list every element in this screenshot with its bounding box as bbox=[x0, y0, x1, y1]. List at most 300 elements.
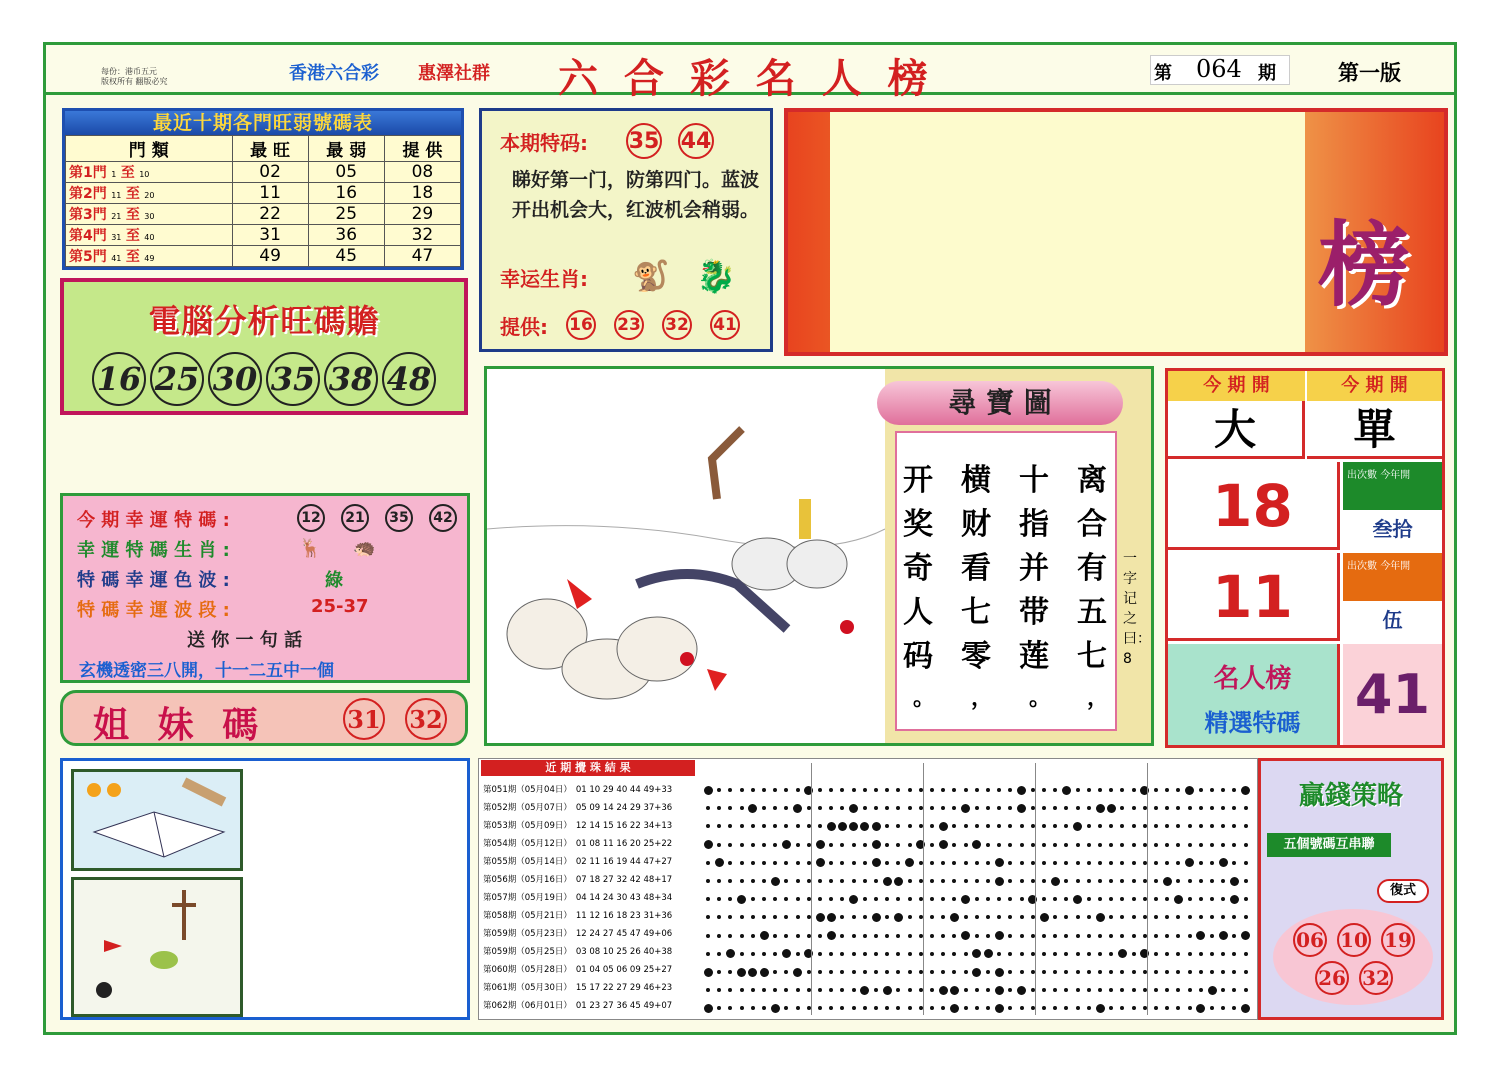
grid-dot bbox=[896, 806, 900, 810]
grid-dot bbox=[1165, 934, 1169, 938]
mingren-number: 41 bbox=[1343, 644, 1442, 745]
grid-dot bbox=[1109, 952, 1113, 956]
grid-dot bbox=[863, 861, 867, 865]
count-label-2: 出次數 今年開 bbox=[1343, 553, 1442, 601]
grid-dot bbox=[1165, 970, 1169, 974]
grid-dot bbox=[751, 952, 755, 956]
grid-dot bbox=[818, 897, 822, 901]
grid-dot bbox=[1174, 895, 1183, 904]
grid-dot bbox=[1008, 952, 1012, 956]
grid-dot bbox=[1120, 915, 1124, 919]
grid-dot bbox=[1199, 915, 1203, 919]
grid-dot bbox=[1244, 806, 1248, 810]
grid-dot bbox=[1165, 988, 1169, 992]
grid-dot bbox=[883, 986, 892, 995]
grid-dot bbox=[784, 806, 788, 810]
grid-dot bbox=[1232, 788, 1236, 792]
grid-dot bbox=[773, 788, 777, 792]
grid-dot bbox=[773, 934, 777, 938]
grid-dot bbox=[964, 952, 968, 956]
result-row bbox=[483, 871, 697, 889]
grid-dot bbox=[717, 915, 721, 919]
grid-dot bbox=[894, 913, 903, 922]
grid-dot bbox=[885, 897, 889, 901]
grid-dot bbox=[1120, 843, 1124, 847]
grid-dot bbox=[1076, 806, 1080, 810]
grid-dot bbox=[818, 934, 822, 938]
grid-dot bbox=[952, 843, 956, 847]
grid-dot bbox=[852, 915, 856, 919]
grid-dot bbox=[784, 861, 788, 865]
grid-dot bbox=[930, 879, 934, 883]
grid-dot bbox=[1232, 824, 1236, 828]
grid-dot bbox=[852, 788, 856, 792]
result-row bbox=[483, 781, 697, 799]
grid-dot bbox=[1062, 786, 1071, 795]
mingren-sub: 精選特碼 bbox=[1204, 709, 1301, 737]
poem-column: 十指并带莲 bbox=[1019, 463, 1049, 674]
grid-dot bbox=[1042, 952, 1046, 956]
grid-dot bbox=[908, 988, 912, 992]
period-label: 第059期（05月25日） bbox=[483, 947, 572, 957]
grid-dot bbox=[1188, 915, 1192, 919]
grid-dot bbox=[782, 840, 791, 849]
grid-dot bbox=[840, 915, 844, 919]
grid-dot bbox=[1132, 915, 1136, 919]
grid-dot bbox=[784, 1006, 788, 1010]
grid-dot bbox=[1008, 879, 1012, 883]
grid-dot bbox=[740, 861, 744, 865]
grid-dot bbox=[930, 1006, 934, 1010]
grid-dot bbox=[986, 915, 990, 919]
grid-dot bbox=[939, 840, 948, 849]
grid-dot bbox=[840, 843, 844, 847]
grid-dot bbox=[896, 952, 900, 956]
grid-dot bbox=[1244, 897, 1248, 901]
grid-dot bbox=[986, 788, 990, 792]
sister-panel bbox=[60, 690, 468, 746]
grid-dot bbox=[1154, 824, 1158, 828]
grid-dot bbox=[1076, 988, 1080, 992]
grid-dot bbox=[1176, 843, 1180, 847]
grid-dot bbox=[829, 897, 833, 901]
open-big: 大 bbox=[1168, 401, 1305, 459]
special-number: 44 bbox=[678, 123, 714, 159]
grid-dot bbox=[852, 879, 856, 883]
grid-dot bbox=[975, 1006, 979, 1010]
grid-dot bbox=[1188, 1006, 1192, 1010]
grid-dot bbox=[728, 1006, 732, 1010]
result-row bbox=[483, 997, 697, 1015]
issue-suffix: 期 bbox=[1258, 63, 1276, 84]
grid-dot bbox=[986, 1006, 990, 1010]
special-number: 35 bbox=[626, 123, 662, 159]
grid-dot bbox=[793, 968, 802, 977]
grid-dot bbox=[829, 806, 833, 810]
grid-dot bbox=[863, 788, 867, 792]
grid-dot bbox=[952, 788, 956, 792]
grid-dot bbox=[1230, 877, 1239, 886]
grid-dot bbox=[852, 988, 856, 992]
grid-dot bbox=[852, 970, 856, 974]
col-header: 最 弱 bbox=[308, 136, 384, 162]
grid-dot bbox=[818, 1006, 822, 1010]
grid-dot bbox=[1199, 824, 1203, 828]
grid-dot bbox=[740, 952, 744, 956]
table-row: 第3門 21 至 30 22 25 29 bbox=[66, 204, 461, 225]
grid-dot bbox=[762, 988, 766, 992]
grid-dot bbox=[760, 931, 769, 940]
grid-dot bbox=[1210, 915, 1214, 919]
grid-dot bbox=[1020, 897, 1024, 901]
grid-dot bbox=[704, 840, 713, 849]
count-11: 11 bbox=[1168, 553, 1340, 641]
grid-dot bbox=[908, 915, 912, 919]
grid-dot bbox=[1087, 824, 1091, 828]
grid-dot bbox=[852, 952, 856, 956]
grid-dot bbox=[1176, 879, 1180, 883]
grid-dot bbox=[728, 788, 732, 792]
grid-dot bbox=[1199, 970, 1203, 974]
grid-dot bbox=[1020, 952, 1024, 956]
grid-dot bbox=[896, 897, 900, 901]
number-ball: 48 bbox=[382, 352, 436, 406]
grid-dot bbox=[874, 879, 878, 883]
grid-dot bbox=[1020, 915, 1024, 919]
grid-dot bbox=[1064, 879, 1068, 883]
grid-dot bbox=[1232, 934, 1236, 938]
bottom-illustration-panel bbox=[60, 758, 470, 1020]
grid-dot bbox=[1221, 952, 1225, 956]
special-panel bbox=[479, 108, 773, 352]
grid-dot bbox=[896, 824, 900, 828]
grid-dot bbox=[1232, 1006, 1236, 1010]
grid-dot bbox=[986, 843, 990, 847]
grid-dot bbox=[1020, 970, 1024, 974]
grid-dot bbox=[726, 949, 735, 958]
grid-dot bbox=[964, 970, 968, 974]
door-table-title: 最近十期各門旺弱號碼表 bbox=[65, 111, 461, 135]
grid-dot bbox=[1120, 934, 1124, 938]
period-label: 第052期（05月07日） bbox=[483, 803, 572, 813]
period-label: 第057期（05月19日） bbox=[483, 893, 572, 903]
grid-dot bbox=[941, 861, 945, 865]
grid-dot bbox=[941, 879, 945, 883]
grid-dot bbox=[717, 806, 721, 810]
grid-dot bbox=[1132, 1006, 1136, 1010]
grid-dot bbox=[717, 934, 721, 938]
grid-dot bbox=[1132, 843, 1136, 847]
grid-dot bbox=[952, 806, 956, 810]
grid-dot bbox=[1188, 952, 1192, 956]
grid-dot bbox=[740, 788, 744, 792]
grid-dot bbox=[952, 861, 956, 865]
grid-dot bbox=[1087, 843, 1091, 847]
grid-dot bbox=[908, 897, 912, 901]
grid-dot bbox=[1165, 1006, 1169, 1010]
grid-dot bbox=[896, 970, 900, 974]
grid-dot bbox=[975, 806, 979, 810]
grid-dot bbox=[827, 931, 836, 940]
grid-dot bbox=[975, 934, 979, 938]
grid-dot bbox=[717, 952, 721, 956]
grid-dot bbox=[751, 988, 755, 992]
strategy-sub: 五個號碼互串聯 bbox=[1267, 833, 1391, 857]
banner-blank bbox=[830, 112, 1305, 352]
grid-dot bbox=[1244, 988, 1248, 992]
result-row bbox=[483, 853, 697, 871]
grid-dot bbox=[1087, 806, 1091, 810]
grid-dot bbox=[885, 915, 889, 919]
grid-dot bbox=[952, 970, 956, 974]
grid-dot bbox=[896, 934, 900, 938]
grid-dot bbox=[849, 804, 858, 813]
grid-dot bbox=[1185, 858, 1194, 867]
grid-dot bbox=[964, 861, 968, 865]
grid-dot bbox=[796, 788, 800, 792]
grid-dot bbox=[1199, 879, 1203, 883]
grid-dot bbox=[751, 861, 755, 865]
grid-dot bbox=[1051, 877, 1060, 886]
poem-column: 开奖奇人码 bbox=[903, 463, 933, 674]
grid-dot bbox=[1176, 915, 1180, 919]
grid-dot bbox=[941, 806, 945, 810]
grid-dot bbox=[1020, 824, 1024, 828]
grid-dot bbox=[784, 897, 788, 901]
grid-dot bbox=[995, 931, 1004, 940]
number-ball: 16 bbox=[92, 352, 146, 406]
grid-dot bbox=[1042, 843, 1046, 847]
grid-dot bbox=[751, 879, 755, 883]
grid-dot bbox=[1087, 970, 1091, 974]
grid-dot bbox=[852, 1006, 856, 1010]
grid-dot bbox=[885, 1006, 889, 1010]
grid-dot bbox=[1120, 970, 1124, 974]
period-label: 第059期（05月23日） bbox=[483, 929, 572, 939]
grid-dot bbox=[818, 952, 822, 956]
grid-dot bbox=[1064, 1006, 1068, 1010]
grid-dot bbox=[751, 824, 755, 828]
grid-dot bbox=[952, 952, 956, 956]
grid-dot bbox=[818, 788, 822, 792]
grid-dot bbox=[930, 861, 934, 865]
lucky-color: 綠 bbox=[325, 570, 343, 591]
grid-dot bbox=[986, 879, 990, 883]
grid-dot bbox=[941, 952, 945, 956]
result-row bbox=[483, 835, 697, 853]
grid-dot bbox=[827, 913, 836, 922]
grid-dot bbox=[908, 788, 912, 792]
grid-dot bbox=[1188, 806, 1192, 810]
grid-dot bbox=[874, 1006, 878, 1010]
grid-dot bbox=[1076, 915, 1080, 919]
grid-dot bbox=[1221, 988, 1225, 992]
grid-dot bbox=[930, 788, 934, 792]
grid-dot bbox=[1232, 915, 1236, 919]
period-numbers: 05 09 14 24 29 37+36 bbox=[575, 803, 673, 813]
result-row bbox=[483, 961, 697, 979]
grid-dot bbox=[1188, 970, 1192, 974]
grid-dot bbox=[717, 897, 721, 901]
grid-dot bbox=[1087, 952, 1091, 956]
grid-dot bbox=[975, 788, 979, 792]
grid-dot bbox=[908, 970, 912, 974]
grid-dot bbox=[762, 806, 766, 810]
results-title: 近 期 攪 珠 結 果 bbox=[481, 760, 695, 776]
grid-dot bbox=[751, 1006, 755, 1010]
grid-dot bbox=[1154, 843, 1158, 847]
grid-dot bbox=[961, 804, 970, 813]
grid-dot bbox=[952, 824, 956, 828]
grid-dot bbox=[1221, 970, 1225, 974]
grid-dot bbox=[1132, 879, 1136, 883]
sister-label: 姐 妹 碼 bbox=[93, 705, 267, 746]
grid-dot bbox=[1076, 934, 1080, 938]
grid-dot bbox=[740, 1006, 744, 1010]
grid-dot bbox=[930, 934, 934, 938]
grid-dot bbox=[1185, 786, 1194, 795]
grid-dot bbox=[1163, 877, 1172, 886]
grid-dot bbox=[1221, 806, 1225, 810]
grid-dot bbox=[896, 1006, 900, 1010]
grid-dot bbox=[975, 861, 979, 865]
period-numbers: 01 10 29 40 44 49+33 bbox=[575, 785, 673, 795]
grid-dot bbox=[796, 1006, 800, 1010]
result-row bbox=[483, 925, 697, 943]
lucky-line-1: 今 期 幸 運 特 碼 : bbox=[77, 510, 230, 531]
header bbox=[46, 45, 1454, 102]
grid-dot bbox=[986, 897, 990, 901]
lucky-panel bbox=[60, 493, 470, 683]
grid-dot bbox=[1210, 970, 1214, 974]
treasure-title: 尋 寶 圖 bbox=[877, 381, 1123, 425]
grid-dot bbox=[975, 897, 979, 901]
grid-dot bbox=[986, 988, 990, 992]
grid-dot bbox=[894, 877, 903, 886]
grid-dot bbox=[796, 897, 800, 901]
grid-dot bbox=[796, 824, 800, 828]
period-numbers: 02 11 16 19 44 47+27 bbox=[575, 857, 673, 867]
grid-dot bbox=[1109, 934, 1113, 938]
grid-dot bbox=[941, 788, 945, 792]
grid-dot bbox=[1230, 895, 1239, 904]
grid-dot bbox=[986, 861, 990, 865]
grid-dot bbox=[1188, 843, 1192, 847]
grid-dot bbox=[1165, 897, 1169, 901]
results-panel bbox=[478, 758, 1258, 1020]
grid-dot bbox=[1053, 970, 1057, 974]
grid-dot bbox=[1221, 897, 1225, 901]
grid-dot bbox=[908, 824, 912, 828]
edition-label: 第一版 bbox=[1338, 61, 1401, 85]
grid-dot bbox=[1109, 897, 1113, 901]
grid-dot bbox=[1109, 861, 1113, 865]
grid-dot bbox=[784, 934, 788, 938]
grid-dot bbox=[1098, 988, 1102, 992]
grid-dot bbox=[1176, 806, 1180, 810]
grid-dot bbox=[1098, 843, 1102, 847]
grid-dot bbox=[1244, 970, 1248, 974]
grid-dot bbox=[885, 788, 889, 792]
table-row: 第5門 41 至 49 49 45 47 bbox=[66, 246, 461, 267]
grid-dot bbox=[930, 970, 934, 974]
grid-dot bbox=[717, 788, 721, 792]
grid-dot bbox=[762, 915, 766, 919]
grid-dot bbox=[1098, 824, 1102, 828]
grid-dot bbox=[860, 986, 869, 995]
open-panel bbox=[1165, 368, 1445, 748]
grid-dot bbox=[930, 806, 934, 810]
grid-dot bbox=[717, 824, 721, 828]
grid-divider bbox=[811, 763, 812, 1015]
table-row: 第4門 31 至 40 31 36 32 bbox=[66, 225, 461, 246]
door-table-panel bbox=[62, 108, 464, 270]
grid-dot bbox=[1176, 861, 1180, 865]
grid-dot bbox=[1098, 952, 1102, 956]
give-number: 23 bbox=[614, 310, 644, 340]
grid-dot bbox=[964, 788, 968, 792]
period-label: 第058期（05月21日） bbox=[483, 911, 572, 921]
grid-dot bbox=[1053, 952, 1057, 956]
grid-dot bbox=[829, 1006, 833, 1010]
grid-dot bbox=[706, 897, 710, 901]
grid-dot bbox=[773, 806, 777, 810]
grid-dot bbox=[1199, 897, 1203, 901]
grid-dot bbox=[1165, 824, 1169, 828]
poem-column: 横财看七零 bbox=[961, 463, 991, 674]
grid-dot bbox=[1120, 824, 1124, 828]
grid-dot bbox=[1221, 879, 1225, 883]
grid-dot bbox=[885, 824, 889, 828]
grid-dot bbox=[885, 970, 889, 974]
grid-dot bbox=[1053, 988, 1057, 992]
grid-dot bbox=[964, 824, 968, 828]
issue-number: 064 bbox=[1196, 55, 1242, 83]
grid-dot bbox=[762, 843, 766, 847]
grid-dot bbox=[1165, 843, 1169, 847]
grid-dot bbox=[952, 897, 956, 901]
grid-dot bbox=[896, 861, 900, 865]
grid-dot bbox=[1221, 843, 1225, 847]
grid-dot bbox=[751, 934, 755, 938]
grid-dot bbox=[728, 988, 732, 992]
period-numbers: 11 12 16 18 23 31+36 bbox=[575, 911, 673, 921]
grid-dot bbox=[728, 824, 732, 828]
grid-dot bbox=[1053, 934, 1057, 938]
grid-dot bbox=[706, 934, 710, 938]
grid-dot bbox=[1087, 915, 1091, 919]
grid-dot bbox=[1098, 861, 1102, 865]
grid-dot bbox=[986, 806, 990, 810]
grid-dot bbox=[1132, 952, 1136, 956]
grid-dot bbox=[1098, 879, 1102, 883]
grid-dot bbox=[863, 970, 867, 974]
grid-dot bbox=[1154, 988, 1158, 992]
grid-dot bbox=[706, 861, 710, 865]
grid-dot bbox=[939, 822, 948, 831]
grid-dot bbox=[704, 786, 713, 795]
period-numbers: 12 14 15 16 22 34+13 bbox=[575, 821, 673, 831]
grid-dot bbox=[838, 822, 847, 831]
give-number: 32 bbox=[662, 310, 692, 340]
grid-dot bbox=[908, 843, 912, 847]
grid-dot bbox=[1109, 970, 1113, 974]
grid-dot bbox=[1210, 879, 1214, 883]
grid-dot bbox=[1008, 861, 1012, 865]
grid-dot bbox=[885, 952, 889, 956]
grid-dot bbox=[863, 1006, 867, 1010]
result-row bbox=[483, 907, 697, 925]
